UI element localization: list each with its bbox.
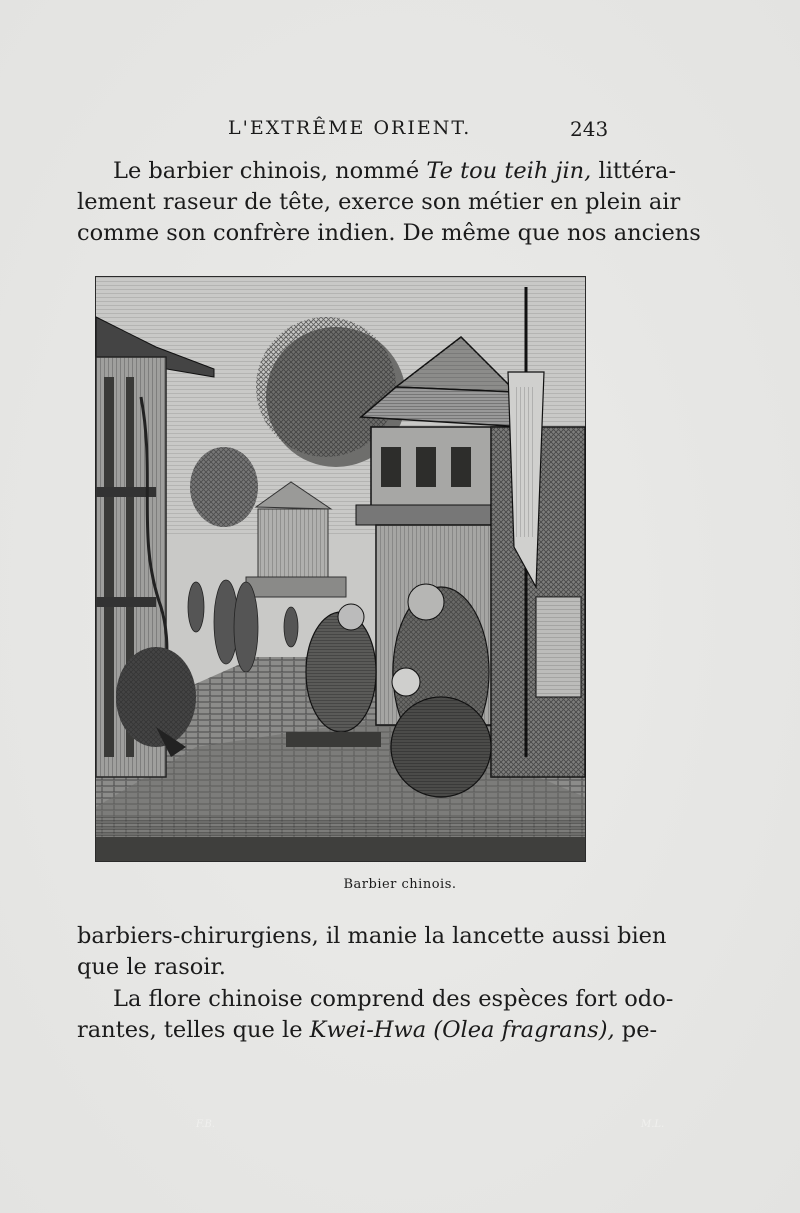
- paragraph-flore-chinoise: [77, 984, 674, 1046]
- engraver-signature-right: M.L.: [641, 1119, 665, 1130]
- figure-caption: Barbier chinois.: [343, 877, 457, 892]
- text-line: [77, 1015, 658, 1046]
- page-number: 243: [570, 117, 609, 141]
- paragraph-barbiers-chirurgiens: [77, 921, 667, 983]
- text-line: lement raseur de tête, exerce son métier en plein air: [77, 189, 681, 215]
- text-line: barbiers-chirurgiens, il manie la lancette aussi bien: [77, 923, 667, 949]
- text-run: Le barbier chinois, nommé: [113, 158, 427, 184]
- text-run: rantes, telles que le: [77, 1017, 310, 1043]
- running-header: L'EXTRÊME ORIENT.: [228, 117, 472, 139]
- text-line: que le rasoir.: [77, 954, 226, 980]
- text-run: pe-: [614, 1017, 658, 1043]
- italic-term: Kwei-Hwa (Olea fragrans),: [309, 1017, 615, 1043]
- text-run: littéra-: [591, 158, 677, 184]
- text-line: comme son confrère indien. De même que nos anciens: [77, 220, 701, 246]
- engraver-signature-left: F.B.: [196, 1119, 216, 1130]
- text-line: [77, 156, 677, 187]
- italic-term: Te tou teih jin,: [426, 158, 592, 184]
- text-line: La flore chinoise comprend des espèces fort odo-: [113, 986, 674, 1012]
- barber-scene-engraving: [96, 277, 585, 861]
- paragraph-barbier-intro: [77, 156, 701, 249]
